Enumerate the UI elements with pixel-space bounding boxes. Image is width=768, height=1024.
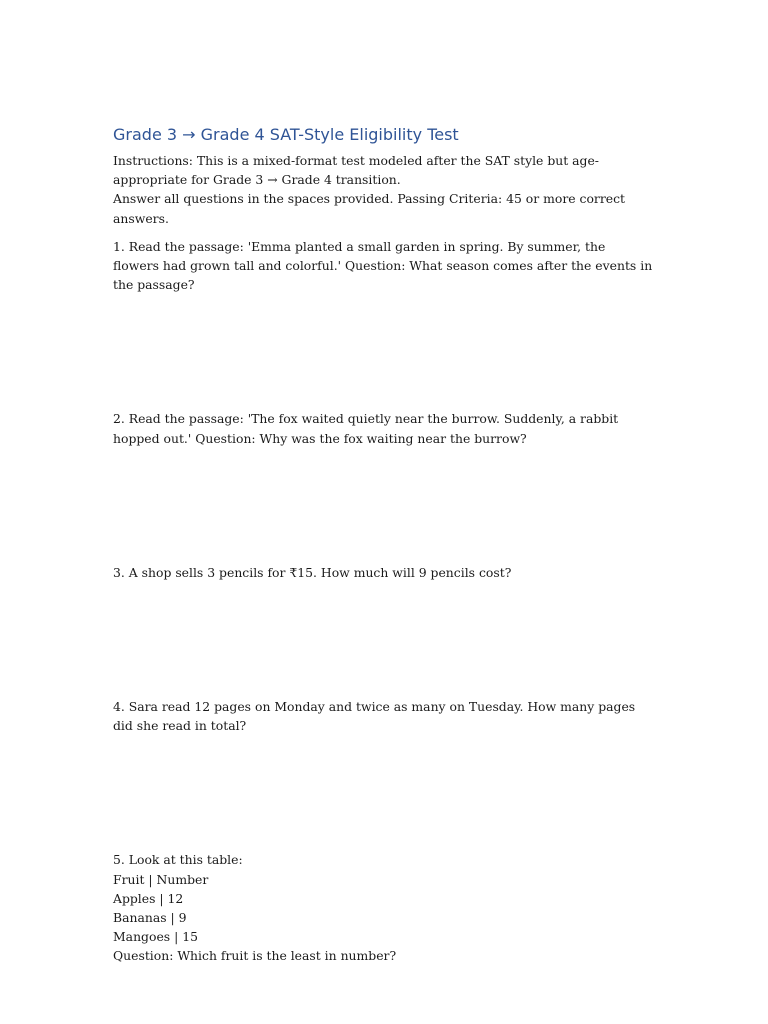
question-4: 4. Sara read 12 pages on Monday and twice as many on Tuesday. How many pages did she read in total?	[113, 699, 636, 734]
question-3: 3. A shop sells 3 pencils for ₹15. How much will 9 pencils cost?	[113, 564, 512, 580]
document-body	[113, 124, 653, 966]
table-row: Apples | 12	[113, 890, 184, 906]
table-row: Mangoes | 15	[113, 929, 198, 945]
question-5	[113, 850, 653, 965]
question-5-prompt: Question: Which fruit is the least in number?	[113, 948, 397, 964]
table-header: Fruit | Number	[113, 871, 209, 887]
question-1: 1. Read the passage: 'Emma planted a small garden in spring. By summer, the flowers had grown tall and colorful.' Question: What season comes after the events in the passage?	[113, 238, 653, 293]
question-5-intro: 5. Look at this table:	[113, 852, 243, 868]
instructions-text: Instructions: This is a mixed-format test modeled after the SAT style but age-appropriate for Grade 3 → Grade 4 transition. Answer all questions in the spaces provided. Passing Criteria: 45 or more correct answers.	[113, 153, 626, 226]
test-title: Grade 3 → Grade 4 SAT-Style Eligibility Test	[113, 125, 459, 144]
question-2: 2. Read the passage: 'The fox waited quietly near the burrow. Suddenly, a rabbit hopped out.' Question: Why was the fox waiting near the burrow?	[113, 411, 619, 446]
table-row: Bananas | 9	[113, 910, 187, 926]
